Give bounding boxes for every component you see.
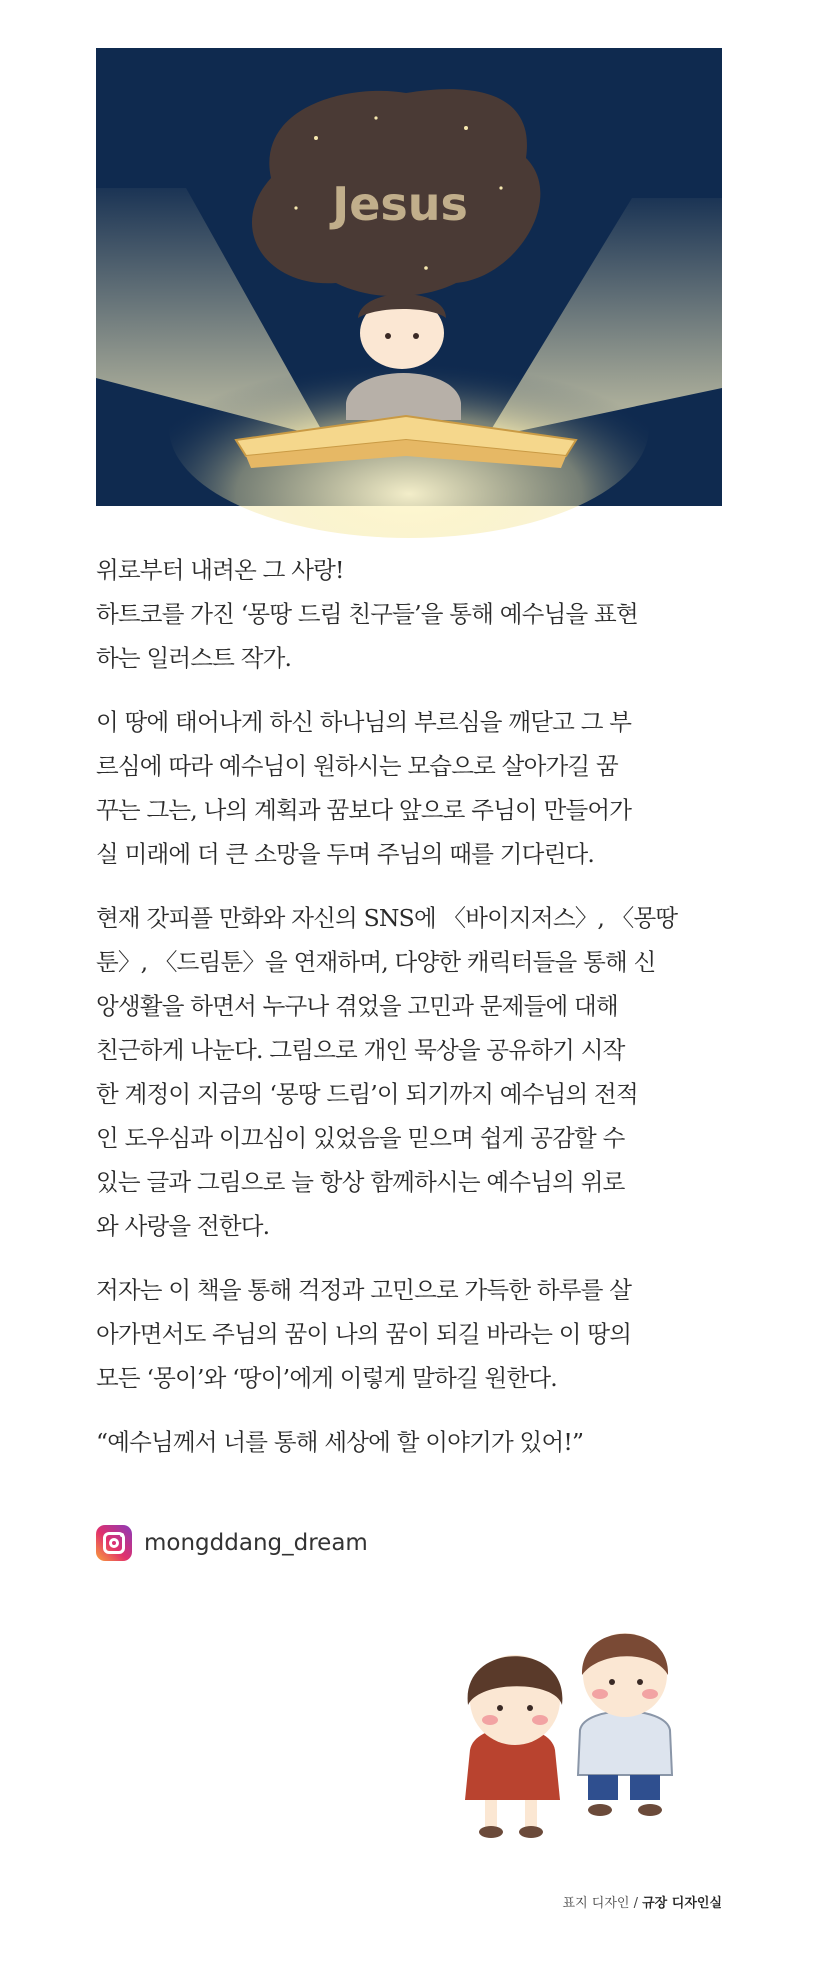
cover-illustration [96,48,768,506]
instagram-icon [96,1525,132,1561]
bio-line: 인 도우심과 이끄심이 있었음을 믿으며 쉽게 공감할 수 [96,1124,625,1152]
bio-line: 르심에 따라 예수님이 원하시는 모습으로 살아가길 꿈 [96,752,618,780]
bio-line: 툰〉, 〈드림툰〉을 연재하며, 다양한 캐릭터들을 통해 신 [96,948,656,976]
cloud-text: Jesus [332,177,468,231]
bio-paragraph-4 [96,1268,732,1400]
bio-paragraph-3 [96,896,732,1248]
credit-name: 규장 디자인실 [642,1896,722,1911]
cover-artwork [96,48,722,506]
bio-line: 이 땅에 태어나게 하신 하나님의 부르심을 깨닫고 그 부 [96,708,632,736]
bio-line: 저자는 이 책을 통해 걱정과 고민으로 가득한 하루를 살 [96,1276,632,1304]
design-credit [563,1892,722,1911]
bio-line: 있는 글과 그림으로 늘 항상 함께하시는 예수님의 위로 [96,1168,625,1196]
instagram-link[interactable] [96,1525,368,1561]
children-illustration [420,1600,720,1850]
bio-line: 앙생활을 하면서 누구나 겪었을 고민과 문제들에 대해 [96,992,618,1020]
bio-line: 한 계정이 지금의 ‘몽땅 드림’이 되기까지 예수님의 전적 [96,1080,638,1108]
bio-line: 실 미래에 더 큰 소망을 두며 주님의 때를 기다린다. [96,840,595,868]
bio-line: 모든 ‘몽이’와 ‘땅이’에게 이렇게 말하길 원한다. [96,1364,557,1392]
bio-paragraph-1 [96,548,732,680]
bio-line: 아가면서도 주님의 꿈이 나의 꿈이 되길 바라는 이 땅의 [96,1320,632,1348]
bio-line: 현재 갓피플 만화와 자신의 SNS에 〈바이지저스〉, 〈몽땅 [96,904,678,932]
bio-line: 와 사랑을 전한다. [96,1212,270,1240]
instagram-handle[interactable]: mongddang_dream [144,1530,368,1556]
bio-line: “예수님께서 너를 통해 세상에 할 이야기가 있어!” [96,1428,584,1456]
author-bio [96,548,732,1484]
cover-title: 굿 시 아 [728,133,768,267]
bio-quote [96,1420,732,1464]
bio-line: 하트코를 가진 ‘몽땅 드림 친구들’을 통해 예수님을 표현 [96,600,638,628]
bio-line: 꾸는 그는, 나의 계획과 꿈보다 앞으로 주님이 만들어가 [96,796,632,824]
bio-line: 하는 일러스트 작가. [96,644,292,672]
bio-paragraph-2 [96,700,732,876]
bio-line: 위로부터 내려온 그 사랑! [96,556,344,584]
boy-character [578,1633,672,1816]
cover-author: 이 소 라 [738,293,758,369]
credit-label: 표지 디자인 / [562,1896,638,1911]
bio-line: 친근하게 나눈다. 그림으로 개인 묵상을 공유하기 시작 [96,1036,625,1064]
girl-character [465,1655,562,1838]
